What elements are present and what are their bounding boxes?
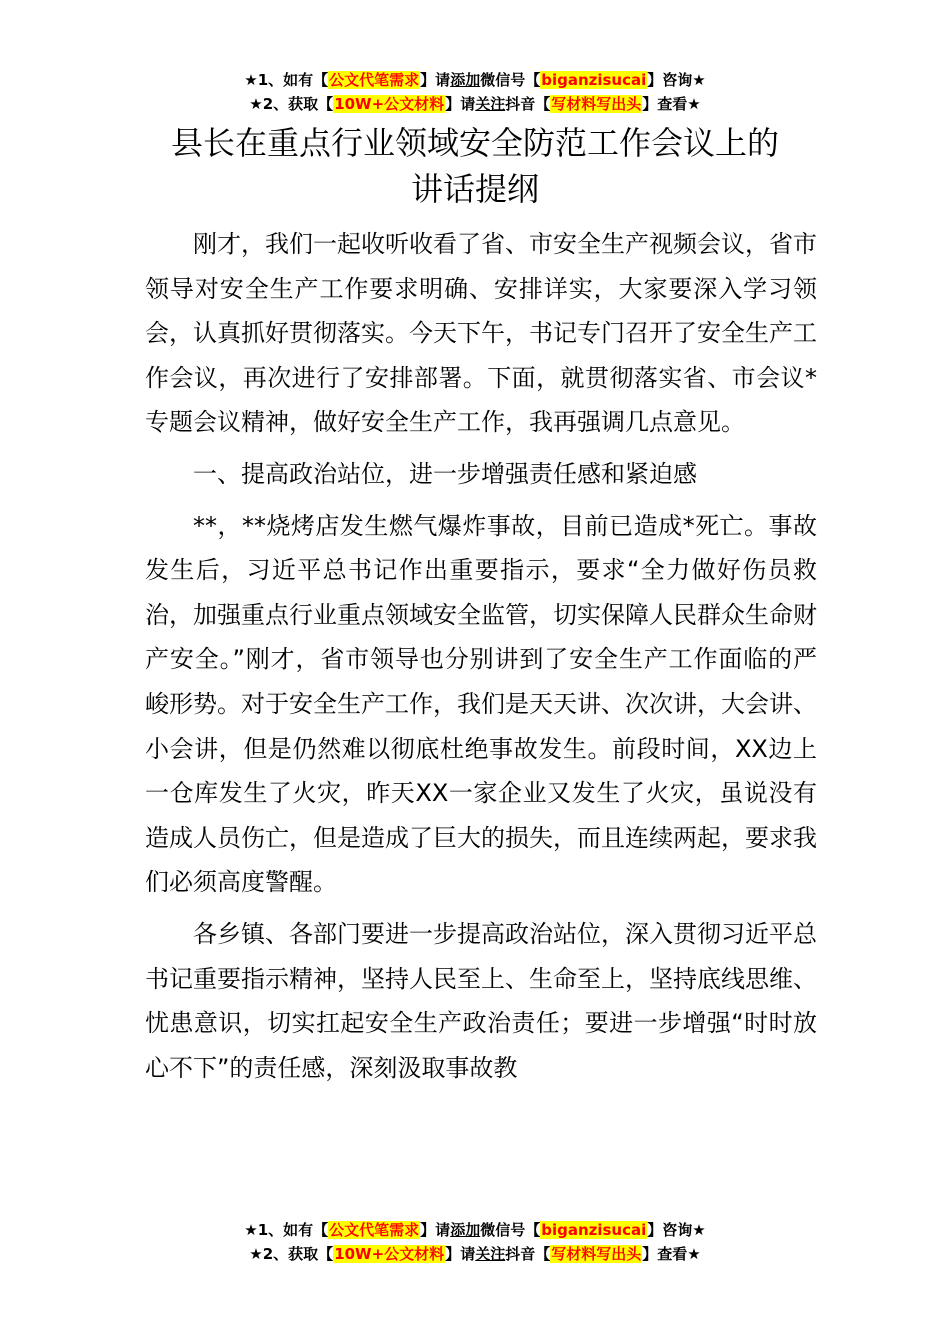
title-line-1: 县长在重点行业领域安全防范工作会议上的 <box>170 124 779 162</box>
section-heading: 一、提高政治站位，进一步增强责任感和紧迫感 <box>193 459 697 488</box>
paragraph: 刚才，我们一起收听收看了省、市安全生产视频会议，省市领导对安全生产工作要求明确、安排详实，大家要深入学习领会，认真抓好贯彻落实。今天下午，书记专门召开了安全生产工作会议，再次进行了安排部署。下面，就贯彻落实省、市会议*专题会议精神，做好安全生产工作，我再强调几点意见。 <box>145 230 817 437</box>
highlighted-text: biganzisucai <box>541 71 647 89</box>
banner-text: ★1、如有【 <box>244 71 329 89</box>
highlighted-text: 10W+公文材料 <box>334 1245 445 1263</box>
banner-text: 】查看★ <box>642 1245 701 1263</box>
banner-text: 抖音【 <box>505 95 551 113</box>
document-title <box>0 120 950 212</box>
banner-text: ★2、获取【 <box>249 1245 334 1263</box>
banner-text: ★1、如有【 <box>244 1221 329 1239</box>
footer-banner-line-2 <box>0 1242 950 1266</box>
underlined-text: 关注 <box>475 1245 506 1263</box>
highlighted-text: 写材料写出头 <box>551 1245 642 1263</box>
title-line-2: 讲话提纲 <box>410 170 539 208</box>
paragraph: **，**烧烤店发生燃气爆炸事故，目前已造成*死亡。事故发生后，习近平总书记作出重要指示，要求“全力做好伤员救治，加强重点行业重点领域安全监管，切实保障人民群众生命财产安全。”刚才，省市领导也分别讲到了安全生产工作面临的严峻形势。对于安全生产工作，我们是天天讲、次次讲，大会讲、小会讲，但是仍然难以彻底杜绝事故发生。前段时间，XX边上一仓库发生了火灾，昨天XX一家企业又发生了火灾，虽说没有造成人员伤亡，但是造成了巨大的损失，而且连续两起，要求我们必须高度警醒。 <box>145 511 817 897</box>
footer-banner-line-1 <box>0 1218 950 1242</box>
banner-text: 】查看★ <box>642 95 701 113</box>
paragraph: 各乡镇、各部门要进一步提高政治站位，深入贯彻习近平总书记重要指示精神，坚持人民至上、生命至上，坚持底线思维、忧患意识，切实扛起安全生产政治责任；要进一步增强“时时放心不下”的责任感，深刻汲取事故教 <box>145 919 817 1082</box>
underlined-text: 添加 <box>450 1221 481 1239</box>
header-banner-line-1 <box>0 68 950 92</box>
banner-text: 】咨询★ <box>647 1221 706 1239</box>
banner-text: 微信号【 <box>480 1221 541 1239</box>
footer-banner <box>0 1218 950 1266</box>
header-banner <box>0 68 950 116</box>
highlighted-text: biganzisucai <box>541 1221 647 1239</box>
highlighted-text: 公文代笔需求 <box>329 1221 420 1239</box>
banner-text: 】请 <box>445 95 476 113</box>
header-banner-line-2 <box>0 92 950 116</box>
underlined-text: 添加 <box>450 71 481 89</box>
banner-text: 】请 <box>420 1221 451 1239</box>
underlined-text: 关注 <box>475 95 506 113</box>
banner-text: 】请 <box>445 1245 476 1263</box>
banner-text: 抖音【 <box>505 1245 551 1263</box>
banner-text: 】请 <box>420 71 451 89</box>
banner-text: 】咨询★ <box>647 71 706 89</box>
highlighted-text: 10W+公文材料 <box>334 95 445 113</box>
document-body <box>145 222 817 1090</box>
banner-text: ★2、获取【 <box>249 95 334 113</box>
highlighted-text: 写材料写出头 <box>551 95 642 113</box>
banner-text: 微信号【 <box>480 71 541 89</box>
highlighted-text: 公文代笔需求 <box>329 71 420 89</box>
